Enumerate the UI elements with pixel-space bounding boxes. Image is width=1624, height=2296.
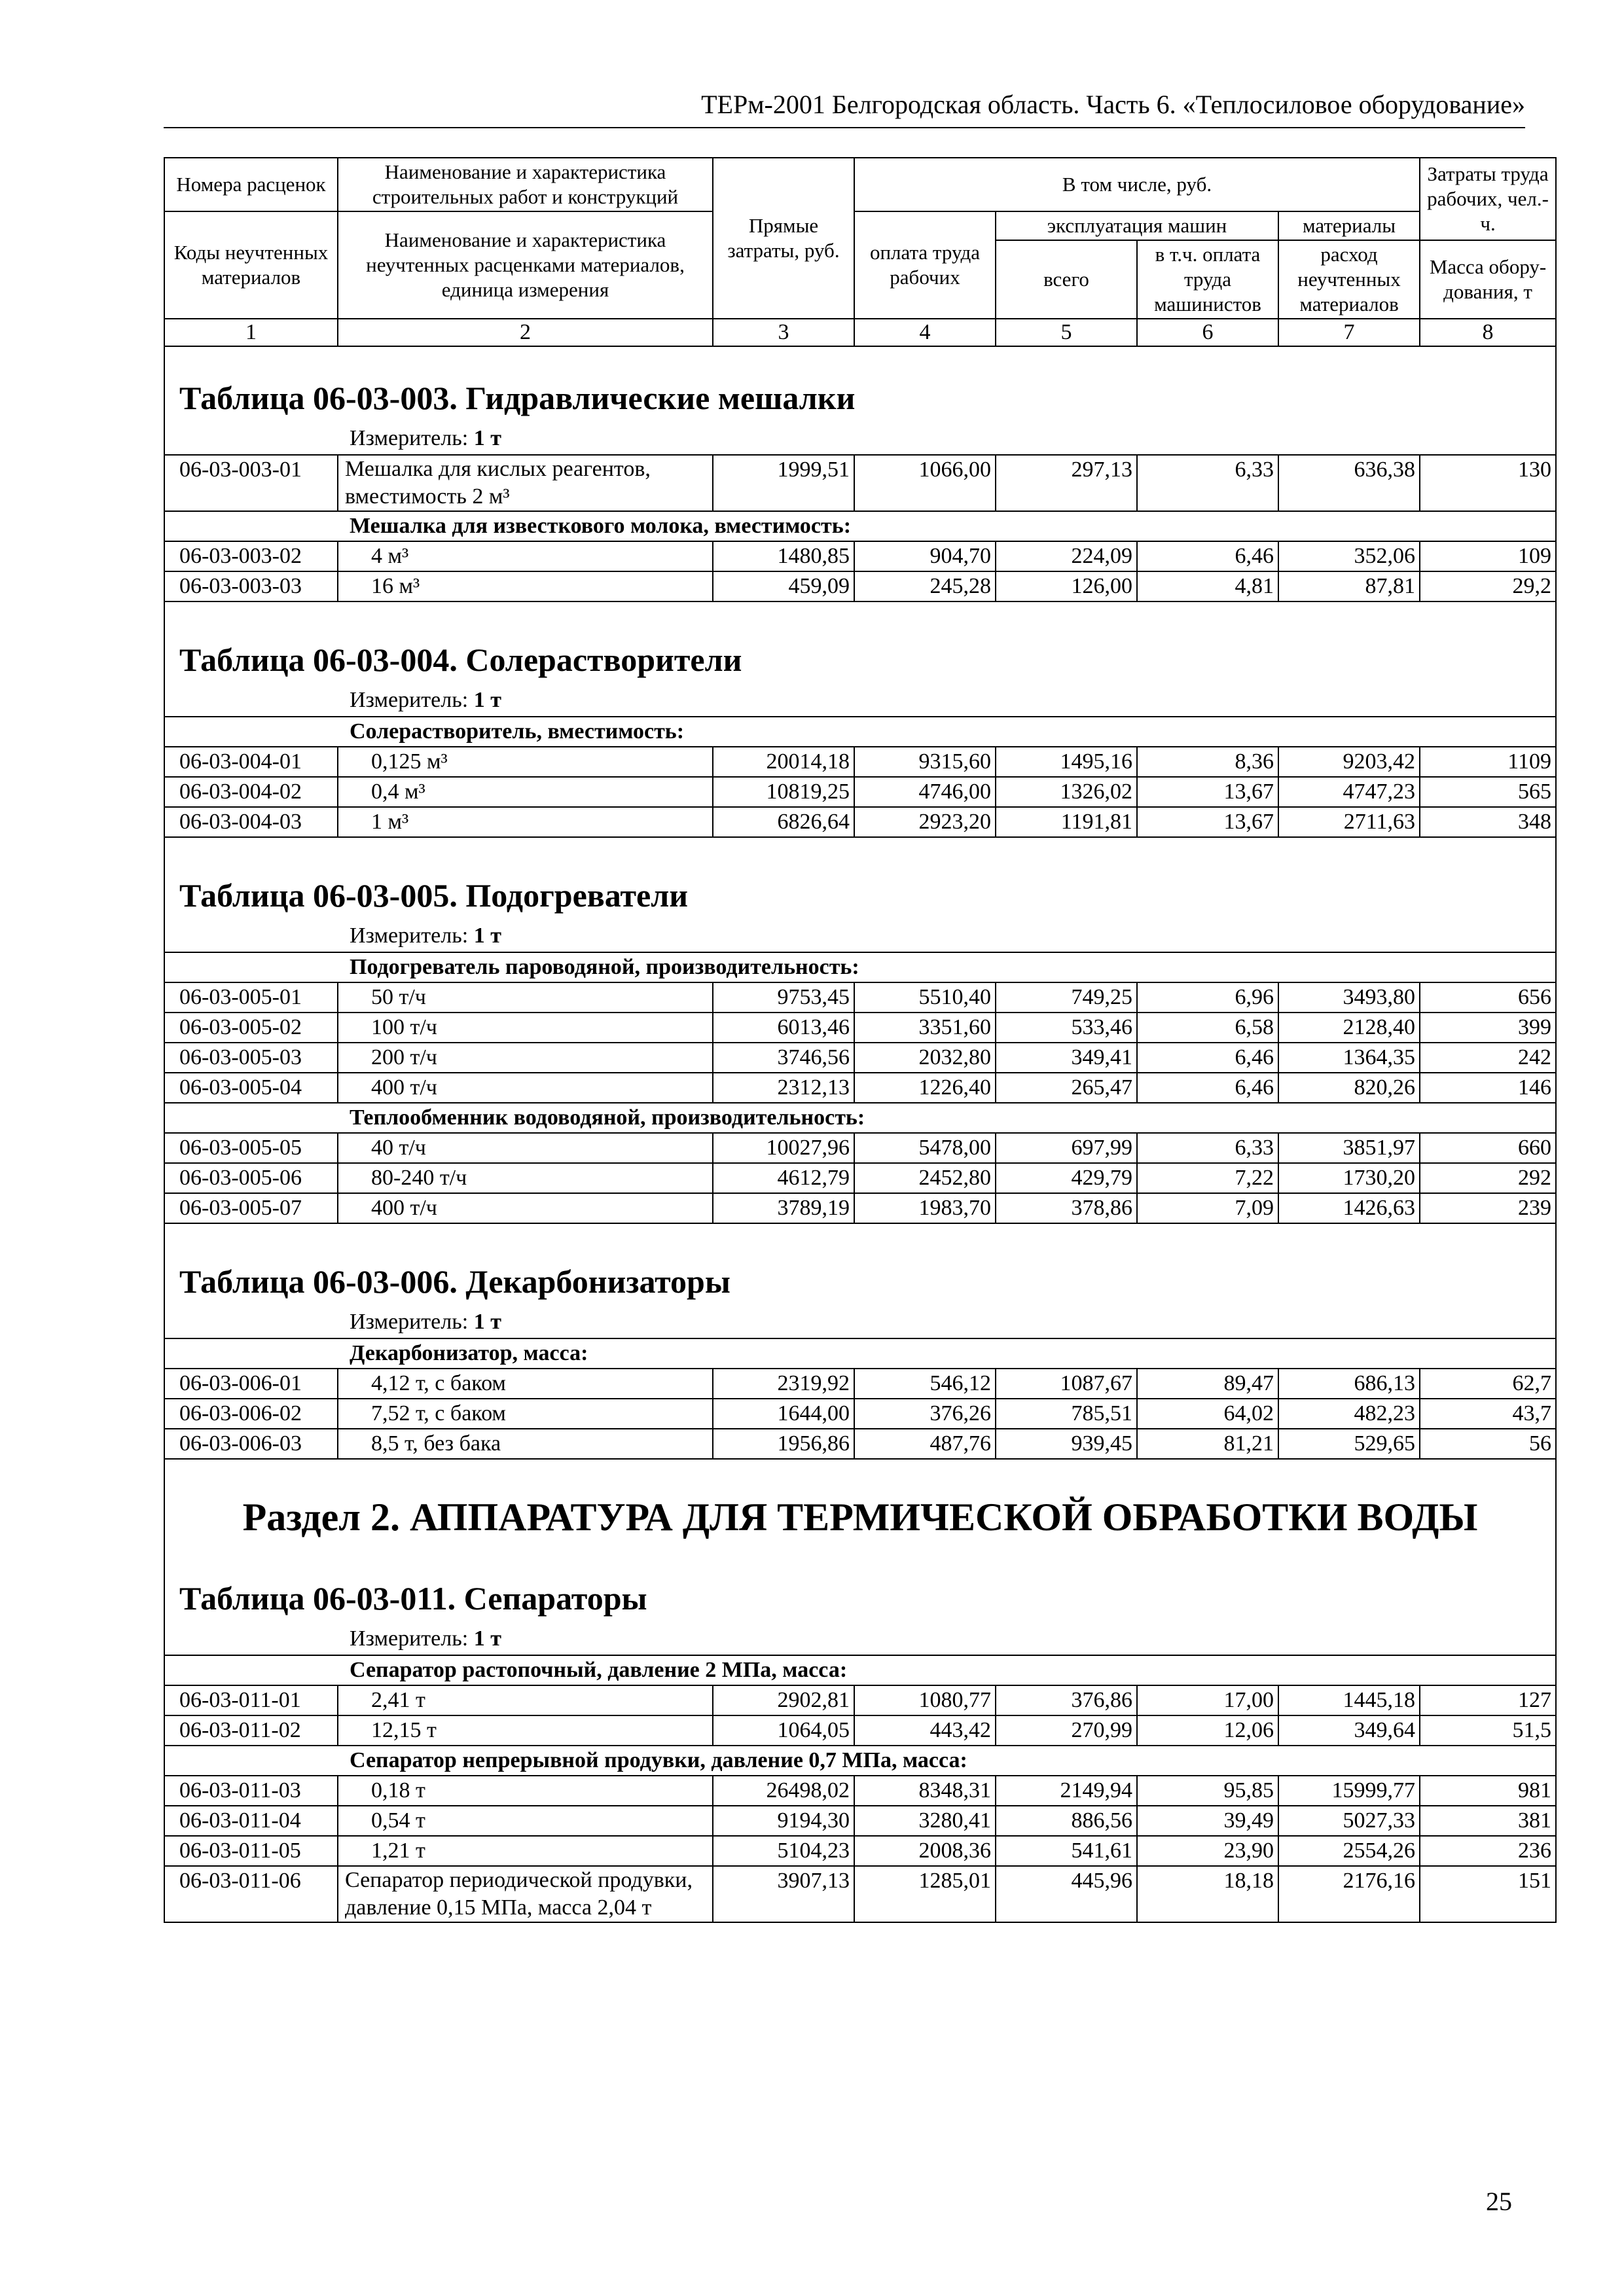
- item-name: 1,21 т: [338, 1836, 713, 1866]
- labor-cost: 242: [1420, 1043, 1556, 1073]
- materials-cost: 482,23: [1278, 1399, 1420, 1429]
- labor-pay: 5510,40: [854, 982, 996, 1013]
- labor-cost: 146: [1420, 1073, 1556, 1103]
- machines-total: 533,46: [996, 1013, 1137, 1043]
- table-title-row: [164, 601, 1556, 685]
- table-row: [164, 807, 1556, 837]
- labor-cost: 56: [1420, 1429, 1556, 1459]
- measure-line: [164, 1306, 1556, 1338]
- labor-pay: 546,12: [854, 1369, 996, 1399]
- materials-cost: 2128,40: [1278, 1013, 1420, 1043]
- labor-pay: 1066,00: [854, 455, 996, 511]
- col-materials-unaccounted-header: расход неучтенных материалов: [1278, 240, 1420, 319]
- col-works-name-header: Наименование и характеристика строительных работ и конструкций: [338, 158, 713, 211]
- machinists-pay: 13,67: [1137, 807, 1278, 837]
- rate-code: 06-03-011-06: [164, 1866, 338, 1922]
- machinists-pay: 64,02: [1137, 1399, 1278, 1429]
- machinists-pay: 7,09: [1137, 1193, 1278, 1223]
- rate-code: 06-03-003-01: [164, 455, 338, 511]
- materials-cost: 352,06: [1278, 541, 1420, 571]
- direct-costs: 1480,85: [713, 541, 854, 571]
- materials-cost: 3851,97: [1278, 1133, 1420, 1163]
- labor-cost: 29,2: [1420, 571, 1556, 601]
- machinists-pay: 6,46: [1137, 1073, 1278, 1103]
- materials-cost: 9203,42: [1278, 747, 1420, 777]
- machines-total: 265,47: [996, 1073, 1137, 1103]
- measure-line: [164, 920, 1556, 952]
- labor-cost: 348: [1420, 807, 1556, 837]
- rate-code: 06-03-006-02: [164, 1399, 338, 1429]
- materials-cost: 4747,23: [1278, 777, 1420, 807]
- group-heading-row: [164, 1746, 1556, 1776]
- measure-label: Измеритель:: [350, 426, 469, 450]
- table-title: Таблица 06-03-006. Декарбонизаторы: [164, 1223, 1556, 1306]
- machinists-pay: 6,46: [1137, 541, 1278, 571]
- table-row: [164, 1163, 1556, 1193]
- item-name: 400 т/ч: [338, 1073, 713, 1103]
- table-row: [164, 982, 1556, 1013]
- measure-value: 1 т: [473, 426, 501, 450]
- materials-cost: 87,81: [1278, 571, 1420, 601]
- machines-total: 1326,02: [996, 777, 1137, 807]
- direct-costs: 3746,56: [713, 1043, 854, 1073]
- labor-cost: 656: [1420, 982, 1556, 1013]
- table-title-row: [164, 1223, 1556, 1306]
- direct-costs: 2312,13: [713, 1073, 854, 1103]
- machines-total: 376,86: [996, 1685, 1137, 1715]
- materials-header: материалы: [1278, 211, 1420, 240]
- measure-line: [164, 423, 1556, 455]
- table-row: [164, 747, 1556, 777]
- labor-pay: 8348,31: [854, 1776, 996, 1806]
- measure-row: [164, 920, 1556, 952]
- measure-row: [164, 1306, 1556, 1338]
- labor-cost: 51,5: [1420, 1715, 1556, 1746]
- machinists-pay: 17,00: [1137, 1685, 1278, 1715]
- rate-code: 06-03-005-04: [164, 1073, 338, 1103]
- labor-cost: 1109: [1420, 747, 1556, 777]
- direct-costs: 6826,64: [713, 807, 854, 837]
- materials-cost: 3493,80: [1278, 982, 1420, 1013]
- direct-costs: 3789,19: [713, 1193, 854, 1223]
- materials-cost: 1364,35: [1278, 1043, 1420, 1073]
- col-labor-pay-header: оплата труда рабочих: [854, 211, 996, 319]
- price-table-container: [164, 157, 1555, 1923]
- machines-total: 939,45: [996, 1429, 1137, 1459]
- page-number: 25: [1486, 2187, 1512, 2216]
- machinists-pay: 39,49: [1137, 1806, 1278, 1836]
- materials-cost: 820,26: [1278, 1073, 1420, 1103]
- materials-cost: 636,38: [1278, 455, 1420, 511]
- rate-code: 06-03-005-02: [164, 1013, 338, 1043]
- measure-value: 1 т: [473, 1310, 501, 1334]
- measure-label: Измеритель:: [350, 688, 469, 712]
- machinists-pay: 95,85: [1137, 1776, 1278, 1806]
- direct-costs: 1644,00: [713, 1399, 854, 1429]
- group-heading: Декарбонизатор, масса:: [164, 1338, 1556, 1369]
- table-title: Таблица 06-03-003. Гидравлические мешалки: [164, 346, 1556, 423]
- direct-costs: 459,09: [713, 571, 854, 601]
- labor-cost: 239: [1420, 1193, 1556, 1223]
- measure-value: 1 т: [473, 688, 501, 712]
- rate-code: 06-03-011-05: [164, 1836, 338, 1866]
- column-number: 8: [1420, 319, 1556, 346]
- group-heading-row: [164, 952, 1556, 982]
- col-material-name-header: Наименование и характеристика неучтенных расценками материалов, единица измерения: [338, 211, 713, 319]
- item-name: 0,4 м³: [338, 777, 713, 807]
- table-row: [164, 1806, 1556, 1836]
- machinists-pay: 6,33: [1137, 455, 1278, 511]
- rate-code: 06-03-004-02: [164, 777, 338, 807]
- labor-pay: 487,76: [854, 1429, 996, 1459]
- labor-pay: 376,26: [854, 1399, 996, 1429]
- direct-costs: 6013,46: [713, 1013, 854, 1043]
- table-title-row: [164, 1541, 1556, 1623]
- table-row: [164, 777, 1556, 807]
- rate-code: 06-03-011-02: [164, 1715, 338, 1746]
- table-title-row: [164, 837, 1556, 920]
- materials-cost: 1426,63: [1278, 1193, 1420, 1223]
- table-title: Таблица 06-03-011. Сепараторы: [164, 1541, 1556, 1623]
- table-row: [164, 1133, 1556, 1163]
- labor-cost: 660: [1420, 1133, 1556, 1163]
- materials-cost: 1730,20: [1278, 1163, 1420, 1193]
- item-name: 2,41 т: [338, 1685, 713, 1715]
- machines-total: 2149,94: [996, 1776, 1137, 1806]
- labor-cost: 236: [1420, 1836, 1556, 1866]
- machines-total: 1087,67: [996, 1369, 1137, 1399]
- item-name: 400 т/ч: [338, 1193, 713, 1223]
- direct-costs: 3907,13: [713, 1866, 854, 1922]
- group-heading: Сепаратор непрерывной продувки, давление 0,7 МПа, масса:: [164, 1746, 1556, 1776]
- table-row: [164, 1399, 1556, 1429]
- column-numbers-row: [164, 319, 1556, 346]
- labor-pay: 2923,20: [854, 807, 996, 837]
- col-machinists-pay-header: в т.ч. оплата труда машинистов: [1137, 240, 1278, 319]
- machinists-pay: 12,06: [1137, 1715, 1278, 1746]
- item-name: 50 т/ч: [338, 982, 713, 1013]
- item-name: Мешалка для кислых реагентов, вместимость 2 м³: [338, 455, 713, 511]
- direct-costs: 20014,18: [713, 747, 854, 777]
- machines-total: 429,79: [996, 1163, 1137, 1193]
- direct-costs: 4612,79: [713, 1163, 854, 1193]
- column-number: 6: [1137, 319, 1278, 346]
- machinists-pay: 18,18: [1137, 1866, 1278, 1922]
- labor-pay: 2008,36: [854, 1836, 996, 1866]
- table-row: [164, 1013, 1556, 1043]
- col-material-codes-header: Коды неучтенных материалов: [164, 211, 338, 319]
- section-heading: Раздел 2. АППАРАТУРА ДЛЯ ТЕРМИЧЕСКОЙ ОБРАБОТКИ ВОДЫ: [164, 1459, 1556, 1541]
- labor-pay: 1226,40: [854, 1073, 996, 1103]
- direct-costs: 5104,23: [713, 1836, 854, 1866]
- rate-code: 06-03-006-01: [164, 1369, 338, 1399]
- item-name: 0,125 м³: [338, 747, 713, 777]
- table-title: Таблица 06-03-005. Подогреватели: [164, 837, 1556, 920]
- labor-pay: 3351,60: [854, 1013, 996, 1043]
- machinists-pay: 6,46: [1137, 1043, 1278, 1073]
- item-name: 40 т/ч: [338, 1133, 713, 1163]
- machinists-pay: 81,21: [1137, 1429, 1278, 1459]
- group-heading-row: [164, 511, 1556, 541]
- price-table: [164, 157, 1557, 1923]
- rate-code: 06-03-011-01: [164, 1685, 338, 1715]
- item-name: 0,54 т: [338, 1806, 713, 1836]
- direct-costs: 10027,96: [713, 1133, 854, 1163]
- item-name: 12,15 т: [338, 1715, 713, 1746]
- col-rate-numbers-header: Номера расценок: [164, 158, 338, 211]
- labor-pay: 1983,70: [854, 1193, 996, 1223]
- table-title-row: [164, 346, 1556, 423]
- machines-total: 445,96: [996, 1866, 1137, 1922]
- table-row: [164, 455, 1556, 511]
- labor-pay: 3280,41: [854, 1806, 996, 1836]
- table-row: [164, 571, 1556, 601]
- column-number: 2: [338, 319, 713, 346]
- column-number: 4: [854, 319, 996, 346]
- materials-cost: 2554,26: [1278, 1836, 1420, 1866]
- measure-label: Измеритель:: [350, 1310, 469, 1334]
- materials-cost: 1445,18: [1278, 1685, 1420, 1715]
- labor-cost: 399: [1420, 1013, 1556, 1043]
- table-row: [164, 1685, 1556, 1715]
- measure-row: [164, 1623, 1556, 1655]
- item-name: 4,12 т, с баком: [338, 1369, 713, 1399]
- direct-costs: 1064,05: [713, 1715, 854, 1746]
- labor-cost: 151: [1420, 1866, 1556, 1922]
- labor-pay: 245,28: [854, 571, 996, 601]
- machines-total: 224,09: [996, 541, 1137, 571]
- materials-cost: 2176,16: [1278, 1866, 1420, 1922]
- section-heading-row: [164, 1459, 1556, 1541]
- table-row: [164, 541, 1556, 571]
- machines-total: 378,86: [996, 1193, 1137, 1223]
- group-heading-row: [164, 717, 1556, 747]
- group-heading-row: [164, 1338, 1556, 1369]
- labor-pay: 904,70: [854, 541, 996, 571]
- materials-cost: 2711,63: [1278, 807, 1420, 837]
- group-heading: Теплообменник водоводяной, производительность:: [164, 1103, 1556, 1133]
- table-row: [164, 1193, 1556, 1223]
- rate-code: 06-03-004-03: [164, 807, 338, 837]
- labor-cost: 565: [1420, 777, 1556, 807]
- item-name: 100 т/ч: [338, 1013, 713, 1043]
- table-header: [164, 158, 1556, 346]
- direct-costs: 2902,81: [713, 1685, 854, 1715]
- machines-header: эксплуатация машин: [996, 211, 1278, 240]
- rate-code: 06-03-005-03: [164, 1043, 338, 1073]
- item-name: 80-240 т/ч: [338, 1163, 713, 1193]
- table-row: [164, 1715, 1556, 1746]
- machinists-pay: 89,47: [1137, 1369, 1278, 1399]
- direct-costs: 1999,51: [713, 455, 854, 511]
- direct-costs: 26498,02: [713, 1776, 854, 1806]
- group-heading-row: [164, 1655, 1556, 1685]
- rate-code: 06-03-011-04: [164, 1806, 338, 1836]
- item-name: 16 м³: [338, 571, 713, 601]
- group-heading: Сепаратор растопочный, давление 2 МПа, масса:: [164, 1655, 1556, 1685]
- measure-row: [164, 685, 1556, 717]
- table-row: [164, 1836, 1556, 1866]
- rate-code: 06-03-005-01: [164, 982, 338, 1013]
- measure-value: 1 т: [473, 924, 501, 948]
- materials-cost: 5027,33: [1278, 1806, 1420, 1836]
- labor-pay: 4746,00: [854, 777, 996, 807]
- machines-total: 349,41: [996, 1043, 1137, 1073]
- table-body: [164, 346, 1556, 1922]
- measure-value: 1 т: [473, 1626, 501, 1651]
- table-row: [164, 1073, 1556, 1103]
- machines-total: 697,99: [996, 1133, 1137, 1163]
- column-number: 3: [713, 319, 854, 346]
- materials-cost: 349,64: [1278, 1715, 1420, 1746]
- item-name: 1 м³: [338, 807, 713, 837]
- labor-cost: 62,7: [1420, 1369, 1556, 1399]
- rate-code: 06-03-003-03: [164, 571, 338, 601]
- measure-line: [164, 1623, 1556, 1655]
- machinists-pay: 8,36: [1137, 747, 1278, 777]
- labor-cost: 43,7: [1420, 1399, 1556, 1429]
- machines-total: 886,56: [996, 1806, 1137, 1836]
- table-row: [164, 1866, 1556, 1922]
- machines-total: 785,51: [996, 1399, 1137, 1429]
- labor-pay: 2032,80: [854, 1043, 996, 1073]
- column-number: 5: [996, 319, 1137, 346]
- group-heading-row: [164, 1103, 1556, 1133]
- measure-label: Измеритель:: [350, 1626, 469, 1651]
- direct-costs: 1956,86: [713, 1429, 854, 1459]
- item-name: 200 т/ч: [338, 1043, 713, 1073]
- machinists-pay: 6,33: [1137, 1133, 1278, 1163]
- labor-pay: 5478,00: [854, 1133, 996, 1163]
- direct-costs: 2319,92: [713, 1369, 854, 1399]
- running-header: ТЕРм-2001 Белгородская область. Часть 6. «Теплосиловое оборудование»: [164, 85, 1525, 128]
- machines-total: 1191,81: [996, 807, 1137, 837]
- machinists-pay: 6,58: [1137, 1013, 1278, 1043]
- rate-code: 06-03-005-06: [164, 1163, 338, 1193]
- col-equipment-mass-header: Масса обору-дования, т: [1420, 240, 1556, 319]
- labor-pay: 2452,80: [854, 1163, 996, 1193]
- in-that-header: В том числе, руб.: [854, 158, 1420, 211]
- machinists-pay: 6,96: [1137, 982, 1278, 1013]
- col-direct-costs-header: Прямые затраты, руб.: [713, 158, 854, 319]
- labor-pay: 1285,01: [854, 1866, 996, 1922]
- item-name: 8,5 т, без бака: [338, 1429, 713, 1459]
- rate-code: 06-03-005-05: [164, 1133, 338, 1163]
- machinists-pay: 4,81: [1137, 571, 1278, 601]
- table-row: [164, 1429, 1556, 1459]
- col-labor-cost-header: Затраты труда рабочих, чел.-ч.: [1420, 158, 1556, 240]
- materials-cost: 15999,77: [1278, 1776, 1420, 1806]
- labor-pay: 9315,60: [854, 747, 996, 777]
- table-title: Таблица 06-03-004. Солерастворители: [164, 601, 1556, 685]
- rate-code: 06-03-011-03: [164, 1776, 338, 1806]
- labor-cost: 127: [1420, 1685, 1556, 1715]
- group-heading: Мешалка для известкового молока, вместимость:: [164, 511, 1556, 541]
- machines-total: 1495,16: [996, 747, 1137, 777]
- column-number: 1: [164, 319, 338, 346]
- measure-line: [164, 685, 1556, 717]
- labor-cost: 109: [1420, 541, 1556, 571]
- machinists-pay: 13,67: [1137, 777, 1278, 807]
- machines-total: 270,99: [996, 1715, 1137, 1746]
- direct-costs: 9194,30: [713, 1806, 854, 1836]
- rate-code: 06-03-004-01: [164, 747, 338, 777]
- item-name: 7,52 т, с баком: [338, 1399, 713, 1429]
- machines-total: 541,61: [996, 1836, 1137, 1866]
- direct-costs: 10819,25: [713, 777, 854, 807]
- item-name: 4 м³: [338, 541, 713, 571]
- measure-label: Измеритель:: [350, 924, 469, 948]
- rate-code: 06-03-006-03: [164, 1429, 338, 1459]
- measure-row: [164, 423, 1556, 455]
- item-name: 0,18 т: [338, 1776, 713, 1806]
- rate-code: 06-03-003-02: [164, 541, 338, 571]
- materials-cost: 529,65: [1278, 1429, 1420, 1459]
- materials-cost: 686,13: [1278, 1369, 1420, 1399]
- direct-costs: 9753,45: [713, 982, 854, 1013]
- labor-cost: 981: [1420, 1776, 1556, 1806]
- column-number: 7: [1278, 319, 1420, 346]
- machines-total: 297,13: [996, 455, 1137, 511]
- group-heading: Солерастворитель, вместимость:: [164, 717, 1556, 747]
- labor-cost: 381: [1420, 1806, 1556, 1836]
- table-row: [164, 1043, 1556, 1073]
- labor-pay: 443,42: [854, 1715, 996, 1746]
- labor-cost: 292: [1420, 1163, 1556, 1193]
- table-row: [164, 1369, 1556, 1399]
- rate-code: 06-03-005-07: [164, 1193, 338, 1223]
- labor-cost: 130: [1420, 455, 1556, 511]
- labor-pay: 1080,77: [854, 1685, 996, 1715]
- machinists-pay: 7,22: [1137, 1163, 1278, 1193]
- col-machines-total-header: всего: [996, 240, 1137, 319]
- machinists-pay: 23,90: [1137, 1836, 1278, 1866]
- item-name: Сепаратор периодической продувки, давление 0,15 МПа, масса 2,04 т: [338, 1866, 713, 1922]
- machines-total: 749,25: [996, 982, 1137, 1013]
- group-heading: Подогреватель пароводяной, производительность:: [164, 952, 1556, 982]
- machines-total: 126,00: [996, 571, 1137, 601]
- table-row: [164, 1776, 1556, 1806]
